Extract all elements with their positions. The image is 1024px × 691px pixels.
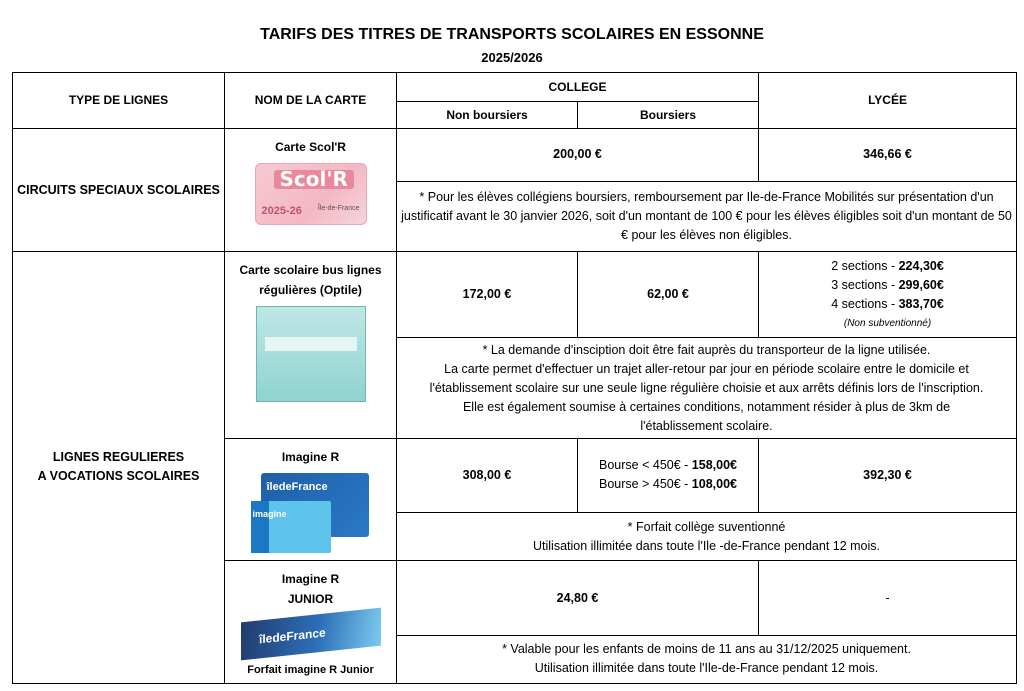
page-title: TARIFS DES TITRES DE TRANSPORTS SCOLAIRES EN ESSONNE — [260, 26, 764, 43]
optile-section-2: 2 sections - 224,30€ — [831, 258, 944, 273]
card-junior-cell — [225, 561, 397, 684]
junior-note: * Valable pour les enfants de moins de 11 ans au 31/12/2025 uniquement. Utilisation illimitée dans toute l'Ile-de-France pendant 12 mois. — [397, 635, 1017, 683]
optile-non-boursiers: 172,00 € — [397, 251, 578, 337]
header-non-boursiers: Non boursiers — [397, 102, 578, 129]
page-subtitle-year: 2025/2026 — [481, 50, 543, 65]
scolr-card-image — [255, 163, 367, 225]
junior-lycee: - — [759, 561, 1017, 635]
junior-college: 24,80 € — [397, 561, 759, 635]
imagine-r-note: * Forfait collège suventionné Utilisation illimitée dans toute l'Ile -de-France pendant 12 mois. — [397, 513, 1017, 561]
type-regulieres-line2: A VOCATIONS SCOLAIRES — [37, 469, 200, 484]
card-optile-cell — [225, 251, 397, 438]
card-junior-name-1: Imagine R — [281, 572, 340, 587]
junior-card-image: îledeFrance — [241, 608, 381, 661]
circuits-lycee-price: 346,66 € — [759, 129, 1017, 181]
imagine-r-boursiers: Bourse < 450€ - 158,00€ Bourse > 450€ - 108,00€ — [578, 438, 759, 512]
circuits-note: * Pour les élèves collégiens boursiers, remboursement par Ile-de-France Mobilités sur présentation d'un justificatif avant le 30 janvier 2026, soit d'un montant de 100 € pour les élèves éligibles soit d'un montant de 50 € pour les élèves non éligibles. — [397, 181, 1017, 251]
card-optile-name-1: Carte scolaire bus lignes — [239, 262, 382, 277]
card-optile-name-2: régulières (Optile) — [259, 282, 362, 297]
circuits-college-price: 200,00 € — [397, 129, 759, 181]
card-scolr-name: Carte Scol'R — [275, 140, 346, 155]
header-card: NOM DE LA CARTE — [225, 73, 397, 129]
card-scolr-cell — [225, 129, 397, 252]
tarifs-table — [12, 72, 1017, 684]
optile-section-3: 3 sections - 299,60€ — [831, 277, 944, 292]
type-circuits: CIRCUITS SPECIAUX SCOLAIRES — [13, 129, 225, 252]
optile-lycee — [759, 251, 1017, 337]
optile-lycee-note: (Non subventionné) — [843, 317, 932, 329]
card-imagine-r-name: Imagine R — [281, 449, 340, 464]
optile-boursiers: 62,00 € — [578, 251, 759, 337]
scolr-year: 2025-26 — [261, 205, 302, 218]
optile-note: * La demande d'insciption doit être fait auprès du transporteur de la ligne utilisée. La carte permet d'effectuer un trajet aller-retour par jour en période scolaire entre le domicile et l'établissement scolaire sur une seule ligne régulière choisie et aux arrêts définis lors de l'inscription. Elle est également soumise à certaines conditions, notamment résider à plus de 3km de l'établissement scolaire. — [397, 338, 1017, 438]
header-boursiers: Boursiers — [578, 102, 759, 129]
card-junior-name-2: JUNIOR — [287, 592, 334, 607]
optile-section-4: 4 sections - 383,70€ — [831, 296, 944, 311]
scolr-logo: Scol'R — [274, 170, 354, 189]
header-lycee: LYCÉE — [759, 73, 1017, 129]
header-college: COLLEGE — [397, 73, 759, 102]
imagine-r-non-boursiers: 308,00 € — [397, 438, 578, 512]
scolr-brand: Île-de-France — [317, 205, 360, 213]
junior-card-label: Forfait imagine R Junior — [247, 664, 374, 677]
header-type: TYPE DE LIGNES — [13, 73, 225, 129]
optile-card-image — [256, 306, 366, 402]
imagine-r-lycee: 392,30 € — [759, 438, 1017, 512]
type-regulieres-line1: LIGNES REGULIERES — [52, 450, 185, 465]
type-regulieres — [13, 251, 225, 683]
card-imagine-r-cell — [225, 438, 397, 561]
imagine-r-card-image: îledeFrance imagine — [251, 473, 371, 553]
